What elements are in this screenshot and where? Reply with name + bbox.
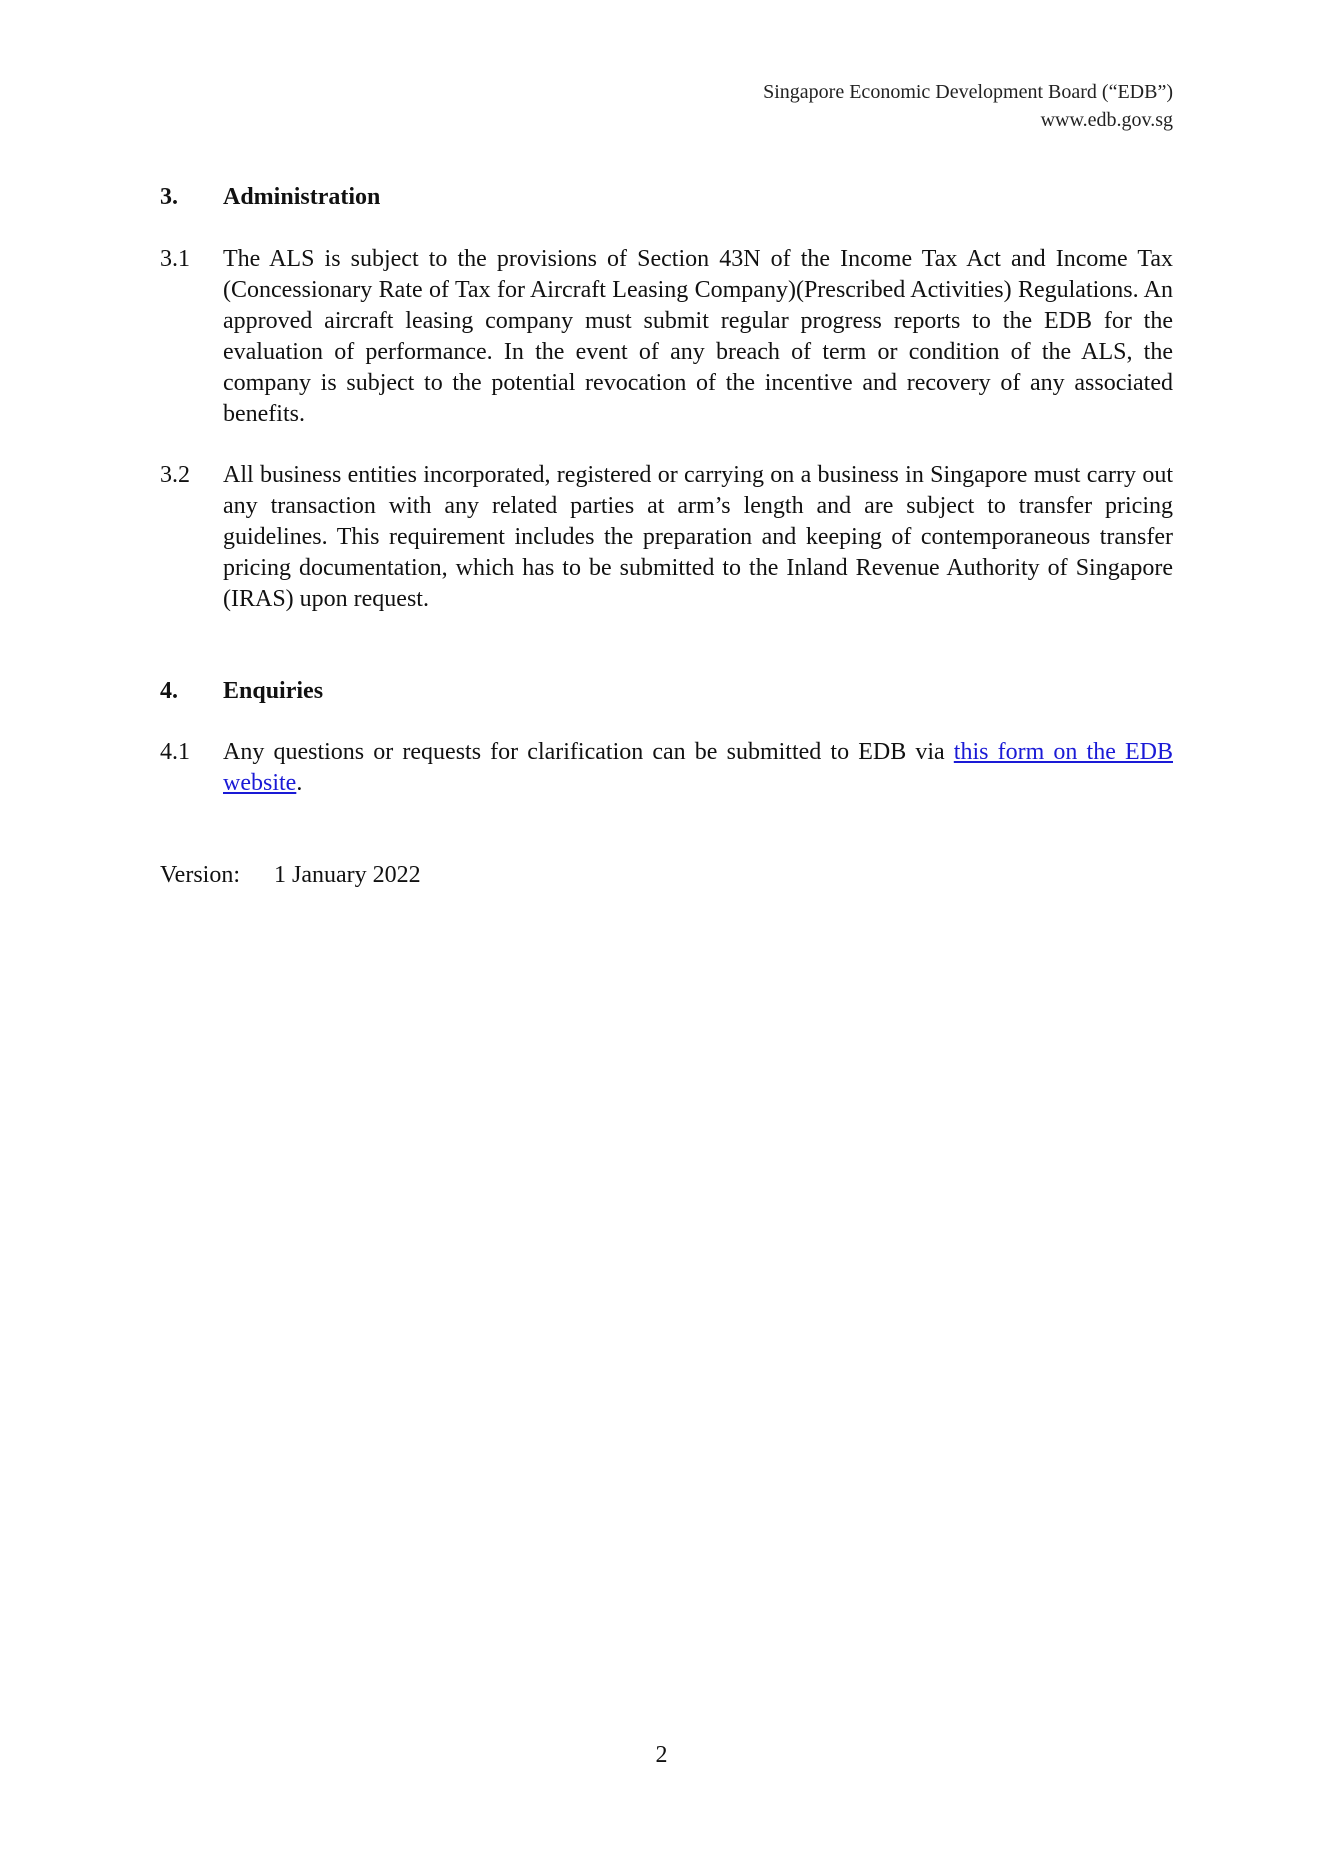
header-org: Singapore Economic Development Board (“EDB”): [763, 81, 1173, 103]
section-heading-enquiries: [160, 676, 323, 706]
paragraph-text-after-link: .: [296, 770, 303, 796]
paragraph-text-before-link: Any questions or requests for clarification can be submitted to EDB via: [223, 739, 954, 765]
page-header: [763, 78, 1173, 134]
paragraph-3-1: [160, 244, 1173, 430]
version-label: Version:: [160, 862, 240, 888]
paragraph-text: All business entities incorporated, registered or carrying on a business in Singapore must carry out any transaction with any related parties at arm’s length and are subject to transfer pricing guidelines. This requirement includes the preparation and keeping of contemporaneous transfer pricing documentation, which has to be submitted to the Inland Revenue Authority of Singapore (IRAS) upon request.: [223, 462, 1173, 612]
paragraph-text: The ALS is subject to the provisions of Section 43N of the Income Tax Act and Income Tax (Concessionary Rate of Tax for Aircraft Leasing Company)(Prescribed Activities) Regulations. An approved aircraft leasing company must submit regular progress reports to the EDB for the evaluation of performance. In the event of any breach of term or condition of the ALS, the company is subject to the potential revocation of the incentive and recovery of any associated benefits.: [223, 246, 1173, 427]
section-number: 3.: [160, 184, 178, 210]
version-value: 1 January 2022: [274, 862, 421, 888]
paragraph-3-2: [160, 460, 1173, 615]
section-title: Administration: [223, 184, 381, 210]
enquiry-form-link[interactable]: this form on the EDB website: [223, 739, 1173, 796]
header-url: www.edb.gov.sg: [1040, 109, 1173, 131]
section-number: 4.: [160, 678, 178, 704]
page-number: 2: [655, 1742, 668, 1768]
paragraph-number: 3.2: [160, 462, 190, 488]
section-heading-administration: [160, 182, 380, 212]
section-title: Enquiries: [223, 678, 324, 704]
paragraph-number: 4.1: [160, 739, 190, 765]
paragraph-4-1: [160, 737, 1173, 799]
paragraph-number: 3.1: [160, 246, 190, 272]
paragraph-text: [223, 737, 1173, 799]
version-line: [160, 860, 421, 890]
